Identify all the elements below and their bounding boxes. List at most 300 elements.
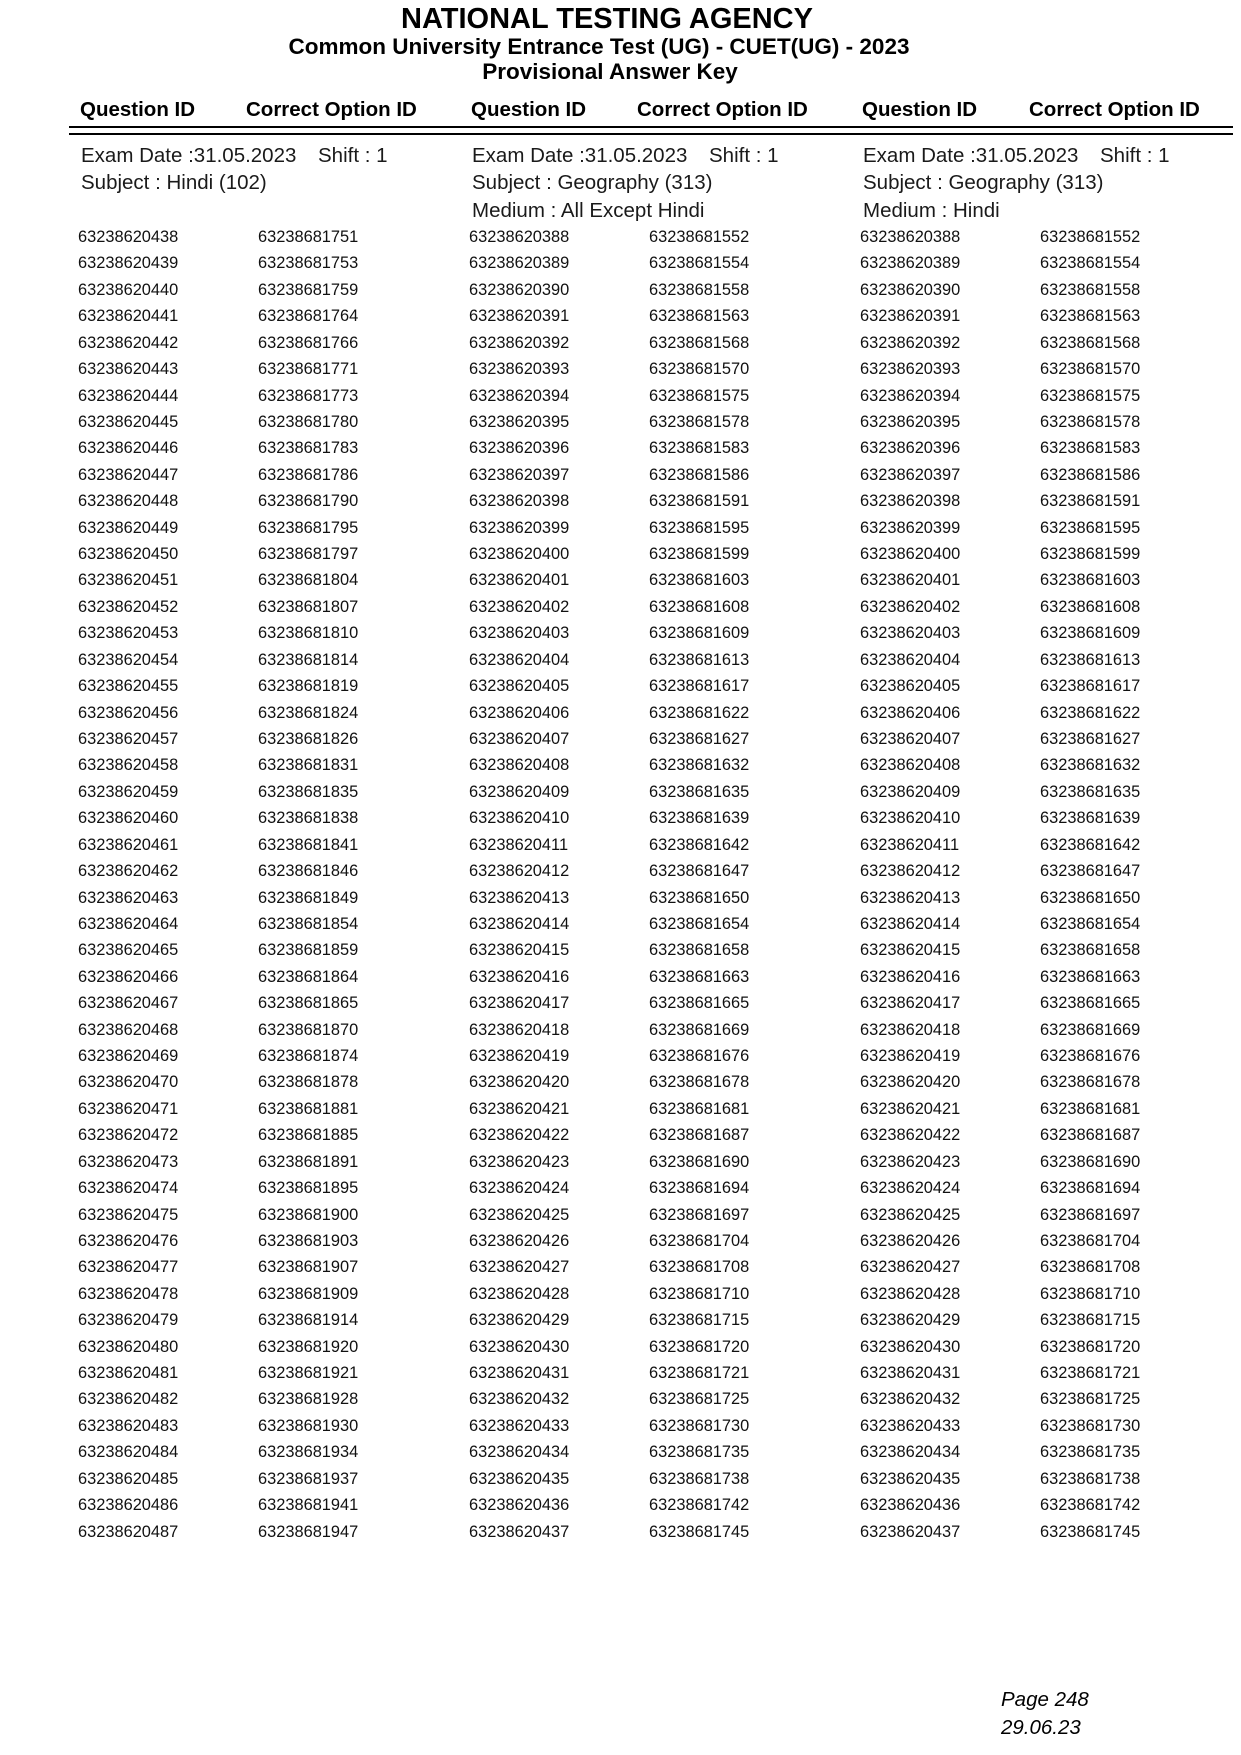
question-id: 63238620426 (469, 1231, 570, 1250)
question-id: 63238620408 (469, 756, 570, 775)
correct-option-id: 63238681891 (258, 1152, 359, 1171)
question-id: 63238620422 (469, 1126, 570, 1145)
answer-row (78, 1207, 438, 1224)
correct-option-id: 63238681878 (258, 1073, 359, 1092)
question-id: 63238620474 (78, 1179, 179, 1198)
column-header-correct-option-id: Correct Option ID (637, 98, 808, 121)
answer-row (78, 308, 438, 325)
answer-row (469, 1180, 829, 1197)
correct-option-id: 63238681780 (258, 412, 359, 431)
answer-row (469, 572, 829, 589)
correct-option-id: 63238681603 (649, 571, 750, 590)
document-type-title: Provisional Answer Key (482, 59, 738, 84)
correct-option-id: 63238681859 (258, 941, 359, 960)
question-id: 63238620398 (469, 492, 570, 511)
correct-option-id: 63238681583 (1040, 439, 1141, 458)
correct-option-id: 63238681665 (649, 994, 750, 1013)
answer-row (860, 1365, 1220, 1382)
question-id: 63238620393 (860, 360, 961, 379)
question-id: 63238620408 (860, 756, 961, 775)
section-shift: Shift : 1 (709, 144, 779, 167)
question-id: 63238620411 (469, 835, 569, 854)
answer-row (78, 1022, 438, 1039)
question-id: 63238620397 (860, 465, 961, 484)
correct-option-id: 63238681771 (258, 360, 359, 379)
question-id: 63238620448 (78, 492, 179, 511)
question-id: 63238620469 (78, 1047, 179, 1066)
question-id: 63238620444 (78, 386, 179, 405)
correct-option-id: 63238681558 (1040, 280, 1141, 299)
answer-row (469, 229, 829, 246)
correct-option-id: 63238681804 (258, 571, 359, 590)
question-id: 63238620443 (78, 360, 179, 379)
question-id: 63238620419 (860, 1047, 961, 1066)
answer-row (78, 1048, 438, 1065)
answer-row (78, 467, 438, 484)
question-id: 63238620388 (860, 228, 961, 246)
section-subject: Subject : Geography (313) (863, 171, 1104, 194)
section-medium: Medium : All Except Hindi (472, 199, 705, 222)
answer-row (469, 995, 829, 1012)
correct-option-id: 63238681678 (649, 1073, 750, 1092)
answer-row (469, 1286, 829, 1303)
answer-row (469, 520, 829, 537)
section-exam-date: Exam Date :31.05.2023 (472, 144, 688, 167)
correct-option-id: 63238681721 (649, 1364, 750, 1383)
correct-option-id: 63238681934 (258, 1443, 359, 1462)
question-id: 63238620416 (860, 967, 961, 986)
answer-row (78, 1154, 438, 1171)
question-id: 63238620479 (78, 1311, 179, 1330)
question-id: 63238620393 (469, 360, 570, 379)
answer-row (469, 1048, 829, 1065)
answer-row (860, 1101, 1220, 1118)
question-id: 63238620423 (469, 1152, 570, 1171)
correct-option-id: 63238681704 (649, 1231, 750, 1250)
correct-option-id: 63238681608 (649, 597, 750, 616)
answer-row (469, 255, 829, 272)
correct-option-id: 63238681558 (649, 280, 750, 299)
question-id: 63238620398 (860, 492, 961, 511)
question-id: 63238620392 (860, 333, 961, 352)
answer-row (860, 572, 1220, 589)
answer-row (78, 361, 438, 378)
answer-row (860, 361, 1220, 378)
answer-row (78, 625, 438, 642)
question-id: 63238620427 (469, 1258, 570, 1277)
question-id: 63238620397 (469, 465, 570, 484)
correct-option-id: 63238681554 (1040, 254, 1141, 273)
question-id: 63238620431 (469, 1364, 570, 1383)
correct-option-id: 63238681841 (258, 835, 359, 854)
correct-option-id: 63238681941 (258, 1496, 359, 1515)
question-id: 63238620470 (78, 1073, 179, 1092)
correct-option-id: 63238681907 (258, 1258, 359, 1277)
correct-option-id: 63238681599 (1040, 545, 1141, 564)
correct-option-id: 63238681715 (649, 1311, 750, 1330)
correct-option-id: 63238681885 (258, 1126, 359, 1145)
answer-row (860, 388, 1220, 405)
answer-row (78, 1101, 438, 1118)
correct-option-id: 63238681570 (1040, 360, 1141, 379)
answer-row (860, 625, 1220, 642)
answer-row (469, 308, 829, 325)
question-id: 63238620400 (860, 545, 961, 564)
answer-row (469, 916, 829, 933)
correct-option-id: 63238681647 (649, 862, 750, 881)
correct-option-id: 63238681895 (258, 1179, 359, 1198)
question-id: 63238620463 (78, 888, 179, 907)
section-subject: Subject : Hindi (102) (81, 171, 267, 194)
correct-option-id: 63238681720 (1040, 1337, 1141, 1356)
answer-row (78, 731, 438, 748)
correct-option-id: 63238681575 (649, 386, 750, 405)
correct-option-id: 63238681663 (1040, 967, 1141, 986)
question-id: 63238620450 (78, 545, 179, 564)
question-id: 63238620442 (78, 333, 179, 352)
header-divider-secondary (69, 133, 1233, 135)
question-id: 63238620425 (860, 1205, 961, 1224)
question-id: 63238620434 (860, 1443, 961, 1462)
correct-option-id: 63238681595 (1040, 518, 1141, 537)
question-id: 63238620455 (78, 677, 179, 696)
correct-option-id: 63238681568 (649, 333, 750, 352)
question-id: 63238620441 (78, 307, 179, 326)
correct-option-id: 63238681690 (1040, 1152, 1141, 1171)
answer-row (860, 1339, 1220, 1356)
answer-row (78, 440, 438, 457)
question-id: 63238620445 (78, 412, 179, 431)
question-id: 63238620454 (78, 650, 179, 669)
question-id: 63238620458 (78, 756, 179, 775)
answer-row (860, 837, 1220, 854)
correct-option-id: 63238681681 (649, 1099, 750, 1118)
correct-option-id: 63238681578 (1040, 412, 1141, 431)
question-id: 63238620437 (860, 1522, 961, 1541)
correct-option-id: 63238681730 (1040, 1416, 1141, 1435)
correct-option-id: 63238681900 (258, 1205, 359, 1224)
answer-row (860, 467, 1220, 484)
answer-row (469, 1259, 829, 1276)
question-id: 63238620429 (860, 1311, 961, 1330)
question-id: 63238620480 (78, 1337, 179, 1356)
correct-option-id: 63238681835 (258, 782, 359, 801)
correct-option-id: 63238681642 (1040, 835, 1141, 854)
question-id: 63238620432 (469, 1390, 570, 1409)
answer-row (860, 731, 1220, 748)
answer-row (469, 784, 829, 801)
correct-option-id: 63238681720 (649, 1337, 750, 1356)
question-id: 63238620417 (860, 994, 961, 1013)
answer-row (78, 1074, 438, 1091)
question-id: 63238620388 (469, 228, 570, 246)
question-id: 63238620482 (78, 1390, 179, 1409)
question-id: 63238620407 (860, 729, 961, 748)
correct-option-id: 63238681814 (258, 650, 359, 669)
answer-row (860, 678, 1220, 695)
question-id: 63238620404 (469, 650, 570, 669)
answer-row (860, 1497, 1220, 1514)
answer-row (469, 1497, 829, 1514)
question-id: 63238620389 (469, 254, 570, 273)
correct-option-id: 63238681697 (1040, 1205, 1141, 1224)
answer-row (860, 1444, 1220, 1461)
correct-option-id: 63238681583 (649, 439, 750, 458)
question-id: 63238620439 (78, 254, 179, 273)
answer-row (78, 942, 438, 959)
question-id: 63238620471 (78, 1099, 179, 1118)
answer-row (78, 1286, 438, 1303)
question-id: 63238620468 (78, 1020, 179, 1039)
answer-row (469, 1207, 829, 1224)
question-id: 63238620392 (469, 333, 570, 352)
correct-option-id: 63238681745 (649, 1522, 750, 1541)
answer-row (860, 1471, 1220, 1488)
correct-option-id: 63238681930 (258, 1416, 359, 1435)
correct-option-id: 63238681639 (1040, 809, 1141, 828)
question-id: 63238620399 (860, 518, 961, 537)
correct-option-id: 63238681795 (258, 518, 359, 537)
correct-option-id: 63238681725 (649, 1390, 750, 1409)
question-id: 63238620402 (469, 597, 570, 616)
question-id: 63238620487 (78, 1522, 179, 1541)
correct-option-id: 63238681627 (649, 729, 750, 748)
question-id: 63238620412 (469, 862, 570, 881)
question-id: 63238620394 (469, 386, 570, 405)
question-id: 63238620437 (469, 1522, 570, 1541)
answer-row (78, 995, 438, 1012)
correct-option-id: 63238681819 (258, 677, 359, 696)
correct-option-id: 63238681632 (1040, 756, 1141, 775)
correct-option-id: 63238681678 (1040, 1073, 1141, 1092)
question-id: 63238620457 (78, 729, 179, 748)
correct-option-id: 63238681694 (1040, 1179, 1141, 1198)
answer-row (860, 916, 1220, 933)
question-id: 63238620430 (860, 1337, 961, 1356)
question-id: 63238620419 (469, 1047, 570, 1066)
answer-row (469, 731, 829, 748)
correct-option-id: 63238681676 (649, 1047, 750, 1066)
question-id: 63238620413 (860, 888, 961, 907)
correct-option-id: 63238681710 (1040, 1284, 1141, 1303)
correct-option-id: 63238681690 (649, 1152, 750, 1171)
answer-row (78, 1418, 438, 1435)
question-id: 63238620473 (78, 1152, 179, 1171)
correct-option-id: 63238681881 (258, 1099, 359, 1118)
question-id: 63238620431 (860, 1364, 961, 1383)
correct-option-id: 63238681552 (1040, 228, 1141, 246)
answer-row (469, 1154, 829, 1171)
question-id: 63238620413 (469, 888, 570, 907)
answer-table-geography-hindi (860, 229, 1220, 1549)
correct-option-id: 63238681854 (258, 914, 359, 933)
answer-row (469, 361, 829, 378)
question-id: 63238620410 (469, 809, 570, 828)
correct-option-id: 63238681708 (1040, 1258, 1141, 1277)
answer-row (469, 599, 829, 616)
correct-option-id: 63238681766 (258, 333, 359, 352)
section-medium: Medium : Hindi (863, 199, 1000, 222)
answer-row (469, 1339, 829, 1356)
answer-row (860, 1259, 1220, 1276)
question-id: 63238620478 (78, 1284, 179, 1303)
correct-option-id: 63238681735 (1040, 1443, 1141, 1462)
answer-row (860, 810, 1220, 827)
correct-option-id: 63238681669 (1040, 1020, 1141, 1039)
question-id: 63238620436 (860, 1496, 961, 1515)
question-id: 63238620422 (860, 1126, 961, 1145)
question-id: 63238620430 (469, 1337, 570, 1356)
correct-option-id: 63238681909 (258, 1284, 359, 1303)
question-id: 63238620429 (469, 1311, 570, 1330)
question-id: 63238620485 (78, 1469, 179, 1488)
answer-row (860, 969, 1220, 986)
answer-row (860, 493, 1220, 510)
answer-row (78, 890, 438, 907)
question-id: 63238620462 (78, 862, 179, 881)
correct-option-id: 63238681903 (258, 1231, 359, 1250)
question-id: 63238620453 (78, 624, 179, 643)
answer-row (469, 705, 829, 722)
correct-option-id: 63238681568 (1040, 333, 1141, 352)
answer-row (469, 810, 829, 827)
correct-option-id: 63238681826 (258, 729, 359, 748)
question-id: 63238620390 (860, 280, 961, 299)
answer-row (78, 229, 438, 246)
correct-option-id: 63238681654 (1040, 914, 1141, 933)
answer-row (860, 995, 1220, 1012)
correct-option-id: 63238681687 (1040, 1126, 1141, 1145)
correct-option-id: 63238681554 (649, 254, 750, 273)
correct-option-id: 63238681874 (258, 1047, 359, 1066)
question-id: 63238620417 (469, 994, 570, 1013)
correct-option-id: 63238681697 (649, 1205, 750, 1224)
question-id: 63238620418 (469, 1020, 570, 1039)
answer-row (860, 1286, 1220, 1303)
correct-option-id: 63238681708 (649, 1258, 750, 1277)
answer-row (78, 1180, 438, 1197)
correct-option-id: 63238681738 (1040, 1469, 1141, 1488)
answer-row (469, 1444, 829, 1461)
correct-option-id: 63238681735 (649, 1443, 750, 1462)
question-id: 63238620391 (469, 307, 570, 326)
answer-row (78, 652, 438, 669)
answer-row (78, 1444, 438, 1461)
answer-row (78, 837, 438, 854)
header-divider (69, 126, 1233, 128)
correct-option-id: 63238681715 (1040, 1311, 1141, 1330)
question-id: 63238620435 (469, 1469, 570, 1488)
answer-row (860, 784, 1220, 801)
correct-option-id: 63238681947 (258, 1522, 359, 1541)
correct-option-id: 63238681687 (649, 1126, 750, 1145)
question-id: 63238620446 (78, 439, 179, 458)
question-id: 63238620451 (78, 571, 179, 590)
question-id: 63238620394 (860, 386, 961, 405)
answer-row (860, 440, 1220, 457)
answer-row (860, 1154, 1220, 1171)
answer-row (78, 757, 438, 774)
answer-table-hindi (78, 229, 438, 1549)
answer-row (860, 1048, 1220, 1065)
correct-option-id: 63238681937 (258, 1469, 359, 1488)
question-id: 63238620456 (78, 703, 179, 722)
question-id: 63238620481 (78, 1364, 179, 1383)
question-id: 63238620428 (469, 1284, 570, 1303)
correct-option-id: 63238681647 (1040, 862, 1141, 881)
answer-row (78, 414, 438, 431)
correct-option-id: 63238681617 (1040, 677, 1141, 696)
question-id: 63238620483 (78, 1416, 179, 1435)
question-id: 63238620395 (469, 412, 570, 431)
correct-option-id: 63238681663 (649, 967, 750, 986)
answer-row (78, 678, 438, 695)
answer-row (860, 1074, 1220, 1091)
correct-option-id: 63238681591 (649, 492, 750, 511)
question-id: 63238620415 (469, 941, 570, 960)
correct-option-id: 63238681642 (649, 835, 750, 854)
answer-row (860, 414, 1220, 431)
answer-row (860, 705, 1220, 722)
question-id: 63238620461 (78, 835, 179, 854)
correct-option-id: 63238681599 (649, 545, 750, 564)
question-id: 63238620433 (860, 1416, 961, 1435)
question-id: 63238620432 (860, 1390, 961, 1409)
answer-row (469, 942, 829, 959)
answer-row (860, 335, 1220, 352)
correct-option-id: 63238681658 (1040, 941, 1141, 960)
answer-row (860, 1312, 1220, 1329)
answer-row (78, 255, 438, 272)
answer-row (860, 1391, 1220, 1408)
answer-row (860, 1180, 1220, 1197)
correct-option-id: 63238681654 (649, 914, 750, 933)
correct-option-id: 63238681753 (258, 254, 359, 273)
answer-row (860, 863, 1220, 880)
correct-option-id: 63238681920 (258, 1337, 359, 1356)
question-id: 63238620466 (78, 967, 179, 986)
answer-row (78, 599, 438, 616)
answer-row (469, 1233, 829, 1250)
correct-option-id: 63238681563 (1040, 307, 1141, 326)
question-id: 63238620411 (860, 835, 960, 854)
question-id: 63238620477 (78, 1258, 179, 1277)
correct-option-id: 63238681575 (1040, 386, 1141, 405)
section-shift: Shift : 1 (1100, 144, 1170, 167)
answer-row (860, 255, 1220, 272)
correct-option-id: 63238681608 (1040, 597, 1141, 616)
answer-row (78, 810, 438, 827)
answer-row (860, 520, 1220, 537)
question-id: 63238620410 (860, 809, 961, 828)
question-id: 63238620406 (469, 703, 570, 722)
column-header-correct-option-id: Correct Option ID (1029, 98, 1200, 121)
publish-date: 29.06.23 (1001, 1716, 1081, 1739)
question-id: 63238620433 (469, 1416, 570, 1435)
question-id: 63238620421 (860, 1099, 961, 1118)
correct-option-id: 63238681710 (649, 1284, 750, 1303)
question-id: 63238620475 (78, 1205, 179, 1224)
correct-option-id: 63238681730 (649, 1416, 750, 1435)
correct-option-id: 63238681676 (1040, 1047, 1141, 1066)
question-id: 63238620416 (469, 967, 570, 986)
correct-option-id: 63238681742 (649, 1496, 750, 1515)
correct-option-id: 63238681603 (1040, 571, 1141, 590)
answer-row (469, 863, 829, 880)
question-id: 63238620425 (469, 1205, 570, 1224)
answer-row (78, 916, 438, 933)
question-id: 63238620389 (860, 254, 961, 273)
